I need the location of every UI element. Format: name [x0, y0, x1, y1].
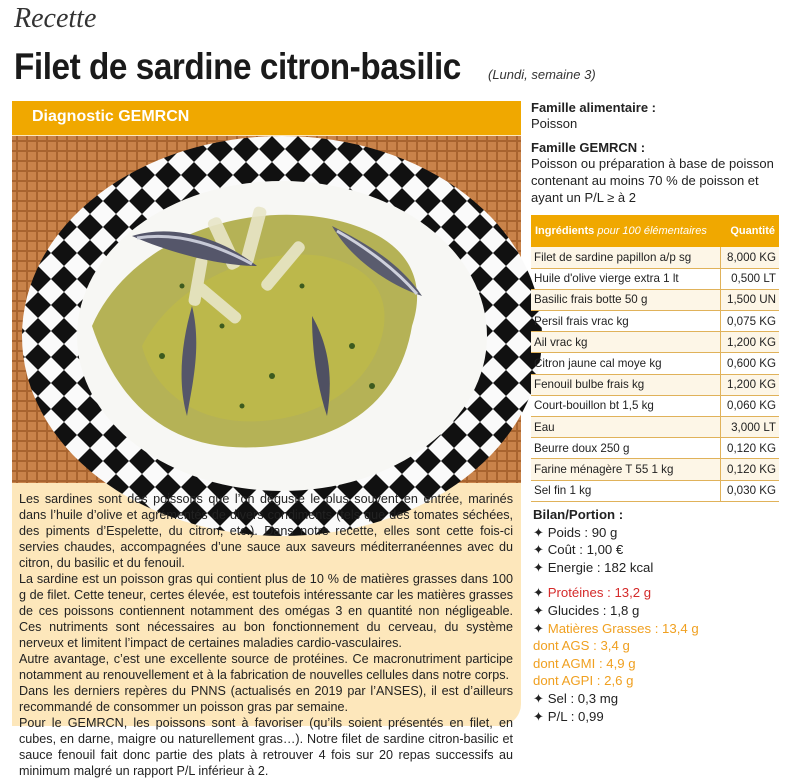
ingredient-name: Sel fin 1 kg	[531, 480, 720, 501]
table-row	[531, 311, 779, 332]
ingredient-name: Filet de sardine papillon a/p sg	[531, 247, 720, 268]
ingredients-header-bold: Ingrédients	[535, 225, 595, 237]
left-panel	[12, 101, 521, 778]
table-row	[531, 268, 779, 289]
info-column	[531, 100, 791, 206]
star-icon: ✦	[533, 602, 545, 618]
bilan-title: Bilan/Portion :	[533, 507, 624, 522]
bilan-sel-text: Sel : 0,3 mg	[547, 690, 619, 706]
ingredient-quantity: 0,600 KG	[720, 353, 779, 374]
star-icon: ✦	[533, 620, 545, 636]
bilan-glucides-text: Glucides : 1,8 g	[547, 602, 640, 618]
bilan-ags: dont AGS : 3,4 g	[533, 638, 630, 654]
bilan-glucides	[533, 602, 699, 620]
diagnostic-banner: Diagnostic GEMRCN	[12, 101, 521, 135]
star-icon: ✦	[533, 559, 545, 575]
table-row	[531, 353, 779, 374]
ingredient-quantity: 0,030 KG	[720, 480, 779, 501]
famille-alimentaire-value: Poisson	[531, 116, 578, 131]
ingredient-quantity: 0,500 LT	[720, 268, 779, 289]
recipe-kicker: Recette	[14, 3, 97, 34]
bilan-mg-text: Matières Grasses : 13,4 g	[547, 620, 699, 636]
bilan-poids-text: Poids : 90 g	[547, 524, 618, 540]
bilan-proteines	[533, 584, 699, 602]
recipe-description	[19, 491, 513, 779]
ingredients-header-italic: pour 100 élémentaires	[597, 225, 707, 237]
bilan-proteines-text: Protéines : 13,2 g	[547, 585, 652, 601]
ingredient-quantity: 1,500 UN	[720, 289, 779, 310]
star-icon: ✦	[533, 690, 545, 706]
famille-gemrcn-value: Poisson ou préparation à base de poisson contenant au moins 70 % de poisson et ayant un P/L ≥ à 2	[531, 156, 774, 205]
ingredient-name: Fenouil bulbe frais kg	[531, 374, 720, 395]
star-icon: ✦	[533, 542, 545, 558]
bilan-energie	[533, 559, 699, 577]
description-paragraph: Autre avantage, c’est une excellente source de protéines. Ce macronutriment participe notamment au renouvellement et à la fabrication de nouvelles cellules dans notre corps.	[19, 652, 513, 682]
description-paragraph: Pour le GEMRCN, les poissons sont à favoriser (qu’ils soient présentés en filet, en cubes, en darne, maigre ou naturellement gras…). Notre filet de sardine citron-basilic et sauce fenouil fait donc partie des plats à retrouver 4 fois sur 20 repas successifs au minimum malgré un rapport P/L inférieur à 2.	[19, 716, 513, 778]
bilan-sel	[533, 690, 699, 708]
table-row	[531, 395, 779, 416]
quantity-header: Quantité	[720, 215, 779, 247]
table-row	[531, 332, 779, 353]
recipe-title: Filet de sardine citron-basilic	[14, 46, 461, 87]
ingredients-body	[531, 247, 779, 501]
dish-illustration	[12, 136, 521, 483]
table-row	[531, 480, 779, 501]
bilan-agmi: dont AGMI : 4,9 g	[533, 655, 636, 671]
star-icon: ✦	[533, 524, 545, 540]
table-row	[531, 417, 779, 438]
bilan-poids	[533, 524, 699, 542]
ingredients-table	[531, 215, 779, 502]
bilan-cout	[533, 541, 699, 559]
table-row	[531, 374, 779, 395]
ingredient-name: Eau	[531, 417, 720, 438]
ingredient-name: Huile d'olive vierge extra 1 lt	[531, 268, 720, 289]
bilan-portion	[533, 506, 699, 725]
ingredient-name: Persil frais vrac kg	[531, 311, 720, 332]
table-row	[531, 459, 779, 480]
famille-alimentaire-label: Famille alimentaire :	[531, 100, 656, 115]
ingredient-name: Ail vrac kg	[531, 332, 720, 353]
recipe-subtitle: (Lundi, semaine 3)	[488, 67, 596, 82]
ingredient-name: Basilic frais botte 50 g	[531, 289, 720, 310]
table-row	[531, 438, 779, 459]
table-row	[531, 247, 779, 268]
bilan-pl	[533, 708, 699, 726]
ingredient-name: Beurre doux 250 g	[531, 438, 720, 459]
famille-gemrcn-label: Famille GEMRCN :	[531, 140, 646, 155]
ingredient-quantity: 0,120 KG	[720, 459, 779, 480]
ingredient-quantity: 1,200 KG	[720, 374, 779, 395]
table-row	[531, 289, 779, 310]
bilan-energie-text: Energie : 182 kcal	[547, 559, 654, 575]
ingredient-quantity: 0,120 KG	[720, 438, 779, 459]
ingredient-name: Farine ménagère T 55 1 kg	[531, 459, 720, 480]
bilan-cout-text: Coût : 1,00 €	[547, 542, 624, 558]
ingredients-header	[531, 215, 720, 247]
star-icon: ✦	[533, 708, 545, 724]
description-paragraph: Les sardines sont des poissons que l’on déguste le plus souvent en entrée, marinés dans l’huile d’olive et agrémentés de divers condiments (tels que des tomates séchées, des piments d’Espelette, du citron, etc.). Dans notre recette, elles sont cette fois-ci servies chaudes, accompagnées d’une sauce aux saveurs méditerranéennes avec du citron, du basilic et du fenouil.	[19, 492, 513, 570]
ingredient-name: Citron jaune cal moye kg	[531, 353, 720, 374]
ingredient-quantity: 3,000 LT	[720, 417, 779, 438]
ingredient-quantity: 0,060 KG	[720, 395, 779, 416]
ingredient-quantity: 8,000 KG	[720, 247, 779, 268]
description-paragraph: La sardine est un poisson gras qui contient plus de 10 % de matières grasses dans 100 g de filet. Cette teneur, certes élevée, est toutefois intéressante car les matières grasses de ces poissons contiennent notamment des omégas 3 en quantité non négligeable. Ces nutriments sont nécessaires au bon fonctionnement du cerveau, du système nerveux et limitent l’impact de certaines maladies cardio-vasculaires.	[19, 572, 513, 650]
dish-photo	[12, 136, 521, 483]
description-paragraph: Dans les derniers repères du PNNS (actualisés en 2019 par l’ANSES), il est d’ailleurs recommandé de consommer un poisson gras par semaine.	[19, 684, 513, 714]
bilan-pl-text: P/L : 0,99	[547, 708, 604, 724]
ingredient-name: Court-bouillon bt 1,5 kg	[531, 395, 720, 416]
ingredient-quantity: 0,075 KG	[720, 311, 779, 332]
bilan-agpi: dont AGPI : 2,6 g	[533, 673, 634, 689]
ingredient-quantity: 1,200 KG	[720, 332, 779, 353]
bilan-mg	[533, 620, 699, 638]
star-icon: ✦	[533, 585, 545, 601]
